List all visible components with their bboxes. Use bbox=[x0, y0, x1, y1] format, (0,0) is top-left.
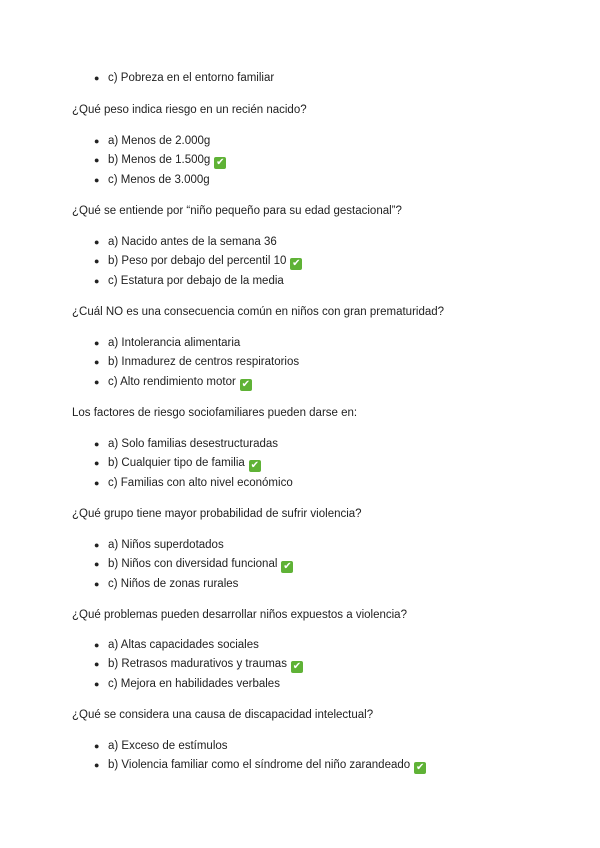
answer-option-text bbox=[108, 456, 261, 472]
answer-option-text bbox=[108, 235, 277, 249]
check-mark-icon: ✔ bbox=[241, 379, 251, 390]
answer-option-text bbox=[108, 153, 226, 169]
answer-option-label: a) Intolerancia alimentaria bbox=[108, 337, 241, 349]
answer-option-label: b) Menos de 1.500g bbox=[108, 154, 211, 166]
answer-option-label: b) Violencia familiar como el síndrome del niño zarandeado bbox=[108, 759, 411, 771]
bullet-icon: ● bbox=[94, 559, 100, 569]
bullet-icon: ● bbox=[94, 73, 100, 83]
answer-option-text bbox=[108, 638, 259, 652]
question-text: ¿Qué peso indica riesgo en un recién nacido? bbox=[72, 104, 307, 116]
answer-option-label: c) Alto rendimiento motor bbox=[108, 376, 236, 388]
bullet-icon: ● bbox=[94, 256, 100, 266]
answer-option-label: b) Niños con diversidad funcional bbox=[108, 558, 278, 570]
answer-option-text bbox=[108, 577, 238, 591]
bullet-icon: ● bbox=[94, 377, 100, 387]
answer-option-label: b) Inmadurez de centros respiratorios bbox=[108, 356, 300, 368]
answer-option-label: a) Altas capacidades sociales bbox=[108, 639, 259, 651]
bullet-icon: ● bbox=[94, 175, 100, 185]
bullet-icon: ● bbox=[94, 659, 100, 669]
answer-option-label: a) Nacido antes de la semana 36 bbox=[108, 236, 277, 248]
answer-option-label: c) Pobreza en el entorno familiar bbox=[108, 72, 275, 84]
answer-option-text bbox=[108, 173, 210, 187]
check-mark-icon: ✔ bbox=[216, 157, 225, 168]
bullet-icon: ● bbox=[94, 458, 100, 468]
question-text: ¿Qué se considera una causa de discapacidad intelectual? bbox=[72, 709, 374, 721]
answer-option-text bbox=[108, 657, 303, 673]
bullet-icon: ● bbox=[94, 155, 100, 165]
question-text: Los factores de riesgo sociofamiliares pueden darse en: bbox=[72, 407, 358, 419]
answer-option-label: b) Cualquier tipo de familia bbox=[108, 457, 245, 469]
bullet-icon: ● bbox=[94, 237, 100, 247]
bullet-icon: ● bbox=[94, 640, 100, 650]
answer-option-label: a) Menos de 2.000g bbox=[108, 135, 211, 147]
bullet-icon: ● bbox=[94, 276, 100, 286]
answer-option-text bbox=[108, 336, 240, 350]
answer-option-text bbox=[108, 71, 274, 85]
answer-option-text bbox=[108, 274, 284, 288]
answer-option-text bbox=[108, 355, 299, 369]
answer-option-label: c) Niños de zonas rurales bbox=[108, 578, 239, 590]
answer-option-text bbox=[108, 254, 302, 270]
answer-option-label: b) Retrasos madurativos y traumas bbox=[108, 658, 287, 670]
answer-option-label: a) Niños superdotados bbox=[108, 539, 224, 551]
answer-option-label: a) Exceso de estímulos bbox=[108, 740, 228, 752]
answer-option-text bbox=[108, 677, 280, 691]
answer-option-label: c) Mejora en habilidades verbales bbox=[108, 678, 280, 690]
bullet-icon: ● bbox=[94, 136, 100, 146]
check-mark-icon: ✔ bbox=[250, 460, 259, 471]
bullet-icon: ● bbox=[94, 439, 100, 449]
bullet-icon: ● bbox=[94, 760, 100, 770]
check-mark-icon: ✔ bbox=[283, 561, 292, 572]
bullet-icon: ● bbox=[94, 478, 100, 488]
answer-option-text bbox=[108, 134, 210, 148]
answer-option-text bbox=[108, 758, 426, 774]
question-text: ¿Cuál NO es una consecuencia común en niños con gran prematuridad? bbox=[72, 306, 445, 318]
answer-option-text bbox=[108, 538, 224, 552]
answer-option-label: c) Familias con alto nivel económico bbox=[108, 477, 293, 489]
question-text: ¿Qué problemas pueden desarrollar niños expuestos a violencia? bbox=[72, 609, 407, 621]
check-mark-icon: ✔ bbox=[415, 762, 425, 773]
answer-option-text bbox=[108, 437, 278, 451]
check-mark-icon: ✔ bbox=[292, 661, 302, 672]
answer-option-label: c) Estatura por debajo de la media bbox=[108, 275, 284, 287]
answer-option-text bbox=[108, 476, 293, 490]
answer-option-text bbox=[108, 375, 252, 391]
bullet-icon: ● bbox=[94, 679, 100, 689]
answer-option-text bbox=[108, 557, 293, 573]
bullet-icon: ● bbox=[94, 357, 100, 367]
question-text: ¿Qué se entiende por “niño pequeño para su edad gestacional”? bbox=[72, 205, 402, 217]
check-mark-icon: ✔ bbox=[292, 258, 301, 269]
answer-option-label: c) Menos de 3.000g bbox=[108, 174, 210, 186]
answer-option-text bbox=[108, 739, 228, 753]
bullet-icon: ● bbox=[94, 540, 100, 550]
question-text: ¿Qué grupo tiene mayor probabilidad de sufrir violencia? bbox=[72, 508, 362, 520]
bullet-icon: ● bbox=[94, 579, 100, 589]
bullet-icon: ● bbox=[94, 338, 100, 348]
bullet-icon: ● bbox=[94, 741, 100, 751]
answer-option-label: a) Solo familias desestructuradas bbox=[108, 438, 279, 450]
answer-option-label: b) Peso por debajo del percentil 10 bbox=[108, 255, 287, 267]
